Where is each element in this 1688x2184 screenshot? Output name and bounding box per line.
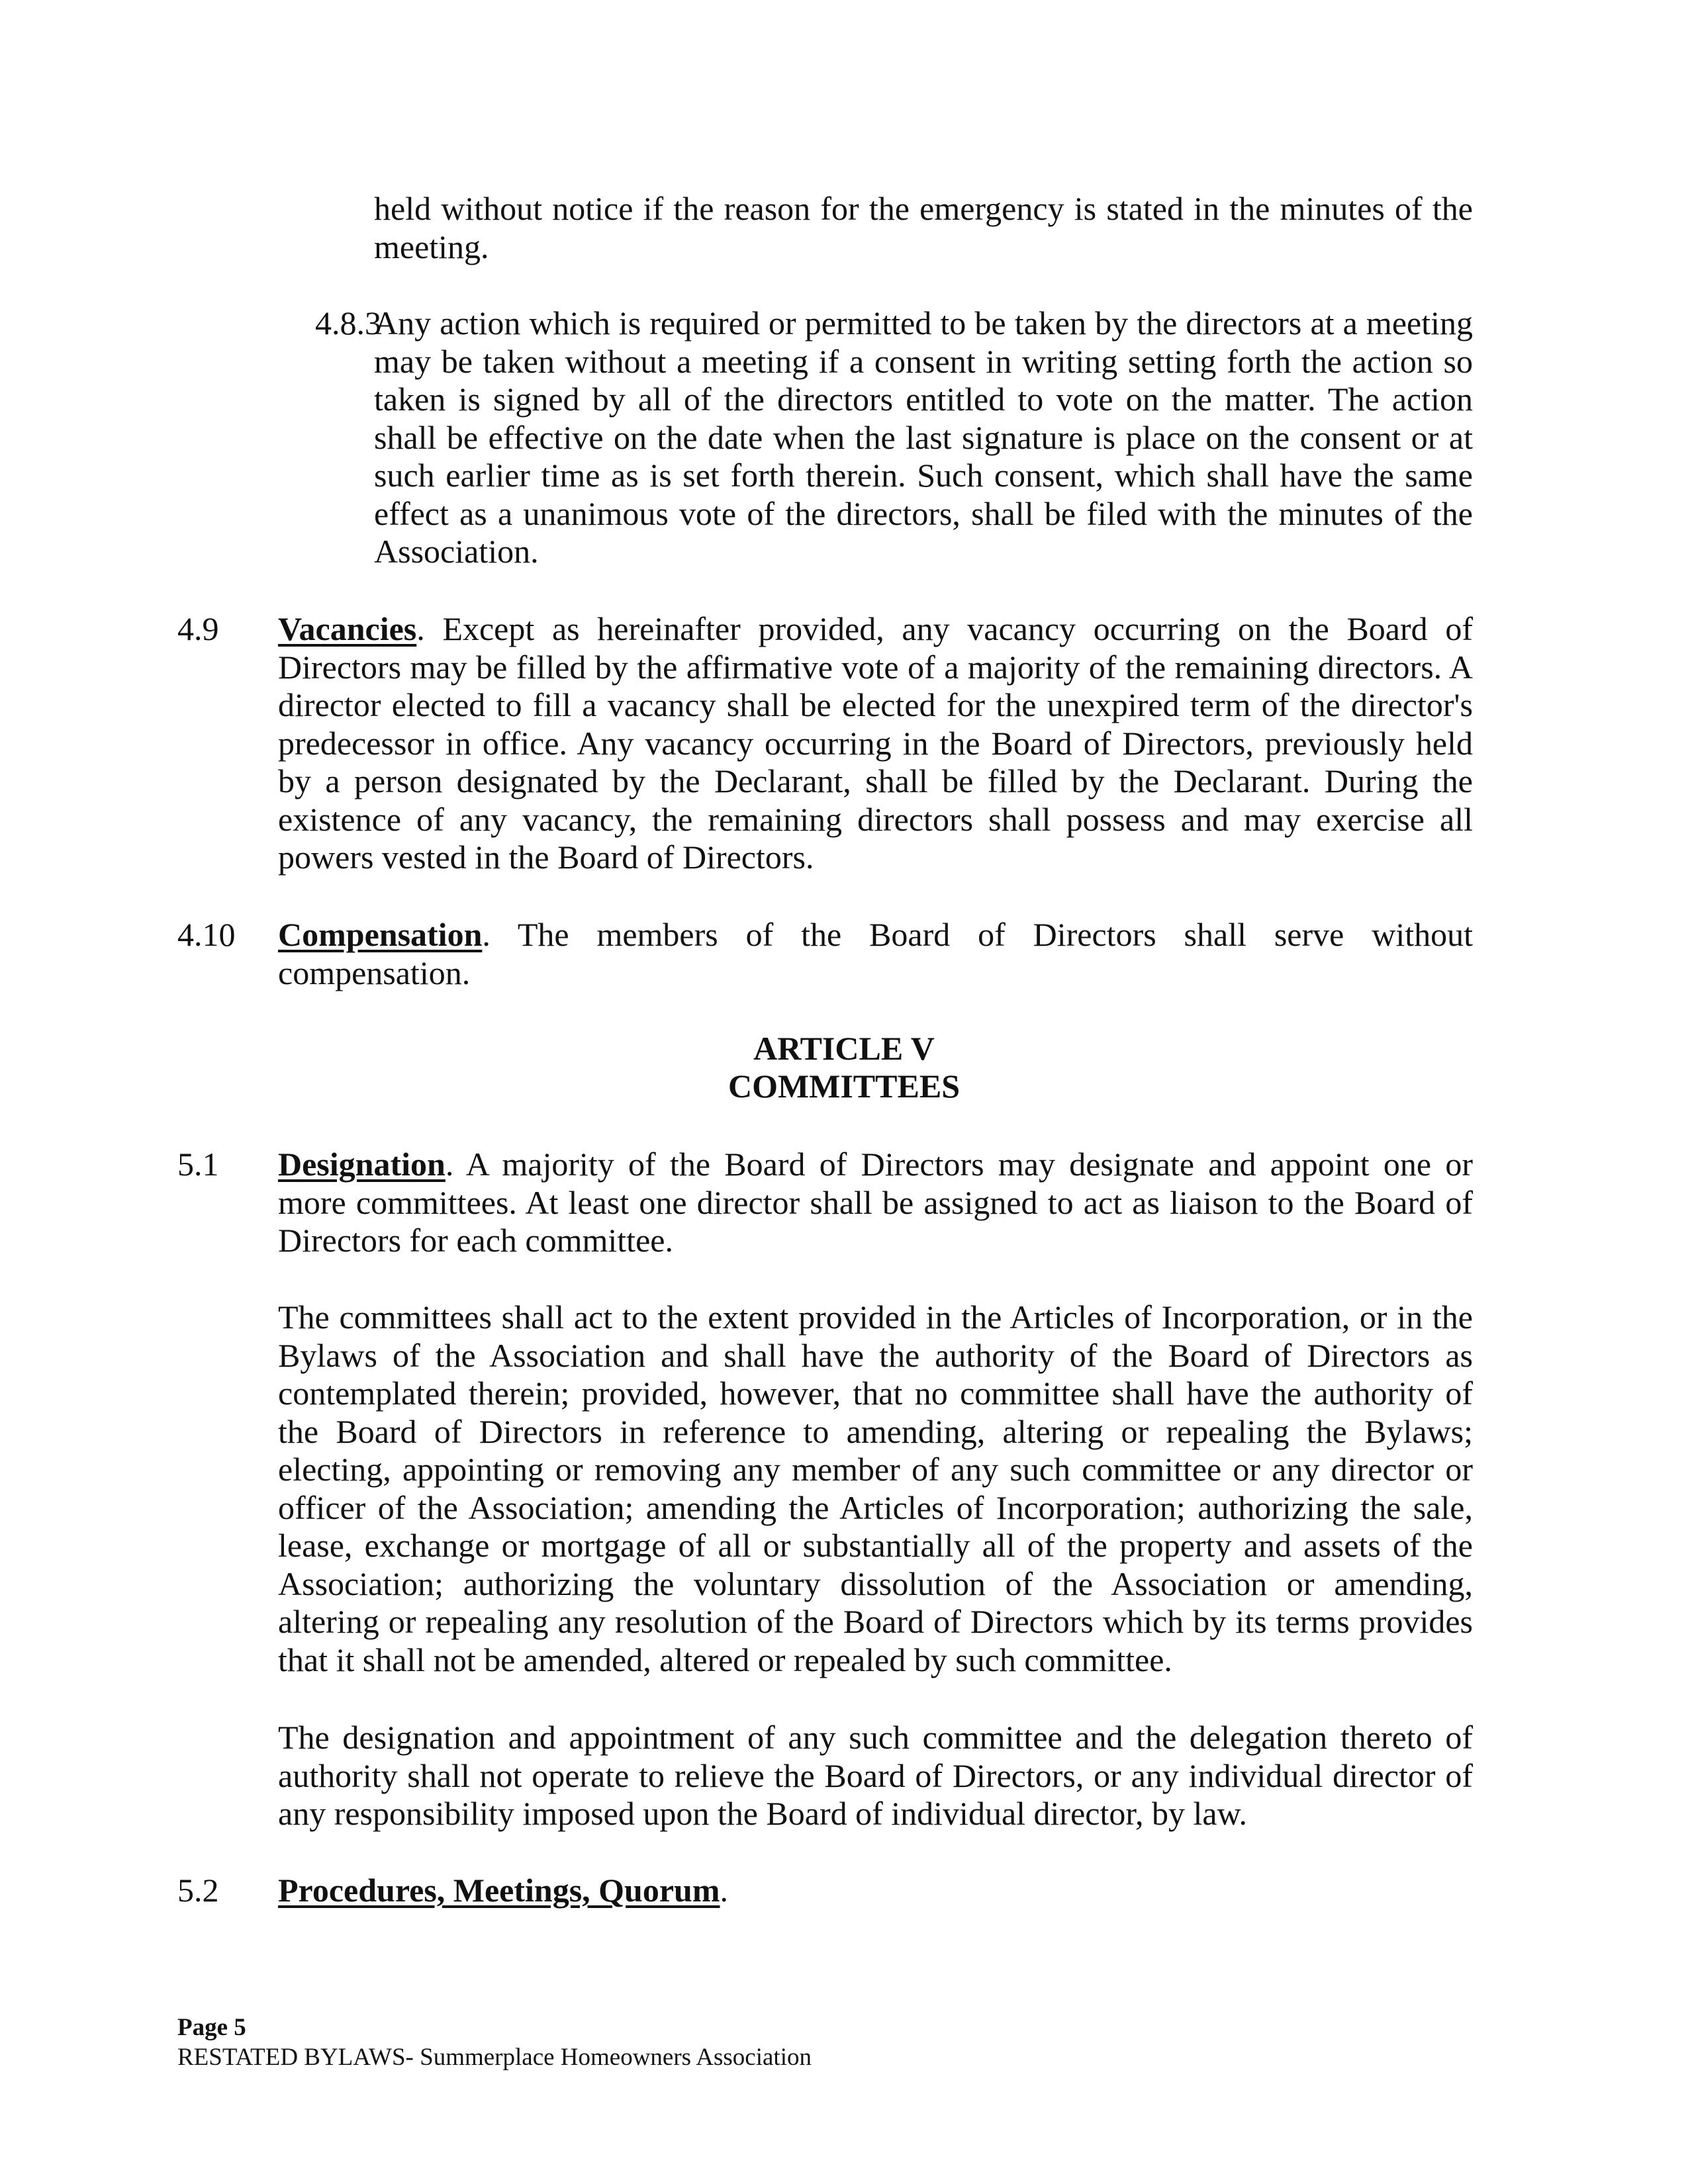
section-number-4-8-3: 4.8.3 (315, 304, 381, 341)
section-4-9-text: . Except as hereinafter provided, any vacancy occurring on the Board of Directors may be filled by the affirmative vote of a majority of the remaining directors. A director elected to fill a vacancy shall be elected for the unexpired term of the director's predecessor in office. Any vacancy occurring in the Board of Directors, previously held by a person designated by the Declarant, shall be filled by the Declarant. During the existence of any vacancy, the remaining directors shall possess and may exercise all powers vested in the Board of Directors. (278, 610, 1473, 876)
section-5-1-paragraph-3: The designation and appointment of any such committee and the delegation thereto of authority shall not operate to relieve the Board of Directors, or any individual director of any responsibility imposed upon the Board of individual director, by law. (278, 1719, 1473, 1832)
section-5-1-paragraph-2: The committees shall act to the extent provided in the Articles of Incorporation, or in the Bylaws of the Association and shall have the authority of the Board of Directors as contemplated therein; provided, however, that no committee shall have the authority of the Board of Directors in reference to amending, altering or repealing the Bylaws; electing, appointing or removing any member of any such committee or any director or officer of the Association; amending the Articles of Incorporation; authorizing the sale, lease, exchange or mortgage of all or substantially all of the property and assets of the Association; authorizing the voluntary dissolution of the Association or amending, altering or repealing any resolution of the Board of Directors which by its terms provides that it shall not be amended, altered or repealed by such committee. (278, 1298, 1473, 1678)
section-5-1-text: . A majority of the Board of Directors may designate and appoint one or more committees. At least one director shall be assigned to act as liaison to the Board of Directors for each committee. (278, 1146, 1473, 1259)
section-4-8-3-text: Any action which is required or permitted to be taken by the directors at a meeting may be taken without a meeting if a consent in writing setting forth the action so taken is signed by all of the directors entitled to vote on the matter. The action shall be effective on the date when the last signature is place on the consent or at such earlier time as is set forth therein. Such consent, which shall have the same effect as a unanimous vote of the directors, shall be filed with the minutes of the Association. (374, 304, 1473, 570)
footer-document-title: RESTATED BYLAWS- Summerplace Homeowners Association (177, 2044, 812, 2071)
section-number-5-2: 5.2 (177, 1872, 219, 1909)
paragraph-4-8-2-continued: held without notice if the reason for the emergency is stated in the minutes of the meeting. (374, 190, 1473, 265)
section-5-1 (278, 1146, 1473, 1260)
section-4-10-text: . The members of the Board of Directors shall serve without compensation. (278, 916, 1473, 991)
article-title: ARTICLE V (753, 1030, 935, 1067)
footer-page-number: Page 5 (177, 2014, 246, 2041)
section-heading-designation: Designation (278, 1146, 445, 1183)
section-4-9 (278, 610, 1473, 877)
section-number-4-9: 4.9 (177, 610, 219, 647)
section-heading-compensation: Compensation (278, 916, 483, 953)
section-heading-procedures: Procedures, Meetings, Quorum (278, 1872, 720, 1909)
section-5-2 (278, 1872, 1473, 1910)
section-heading-vacancies: Vacancies (278, 610, 417, 647)
section-number-4-10: 4.10 (177, 916, 236, 953)
article-subtitle: COMMITTEES (727, 1068, 961, 1105)
section-number-5-1: 5.1 (177, 1146, 219, 1183)
section-5-2-text: . (720, 1872, 729, 1909)
section-4-10 (278, 916, 1473, 992)
